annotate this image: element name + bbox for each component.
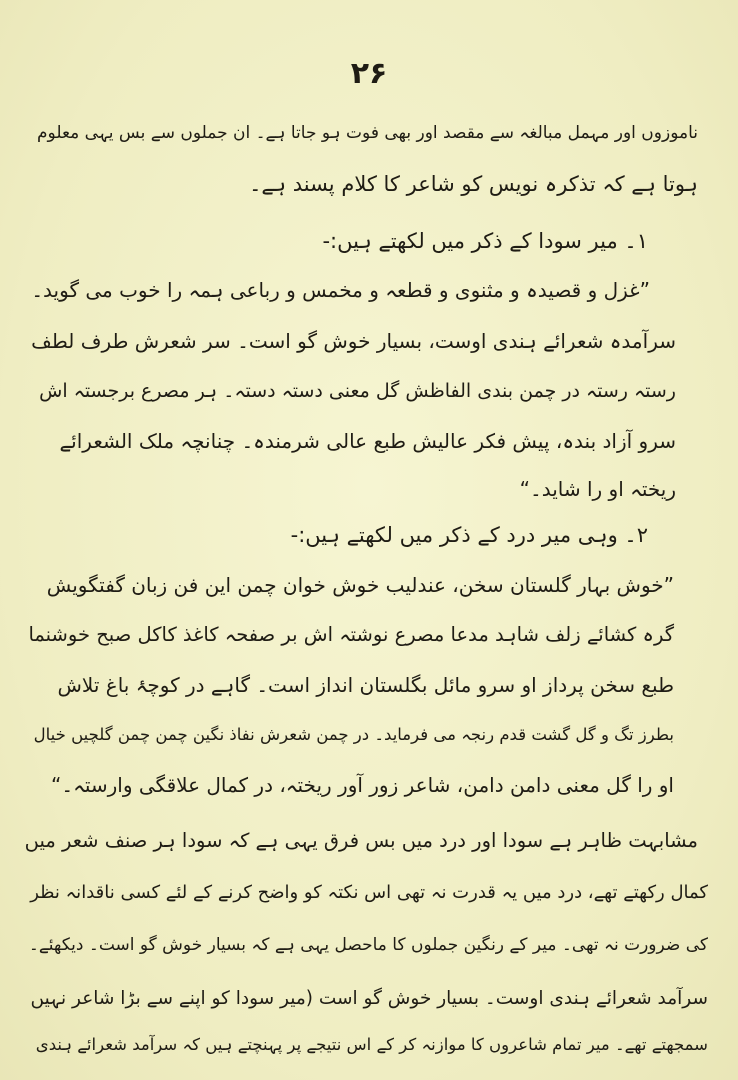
- text-line-16: کمال رکھتے تھے، درد میں یہ قدرت نہ تھی اس نکتہ کو واضح کرنے کے لئے کسی ناقدانہ نظر: [30, 882, 708, 903]
- quote-dard-line-1: ”خوش بہار گلستان سخن، عندلیب خوش خوان چمن این فن زبان گفتگویش: [46, 573, 674, 597]
- quote-dard-line-4: بطرز تگ و گل گشت قدم رنجہ می فرماید۔ در چمن شعرش نفاذ نگین چمن چمن گلچیں خیال: [33, 725, 674, 744]
- quote-sauda-line-4: سرو آزاد بندہ، پیش فکر عالیش طبع عالی شرمندہ۔ چنانچہ ملک الشعرائے: [59, 429, 676, 453]
- quote-dard-line-2: گرہ کشائے زلف شاہد مدعا مصرع نوشتہ اش بر صفحہ کاغذ کاکل صبح خوشنما: [28, 623, 674, 646]
- quote-sauda-line-2: سرآمدہ شعرائے ہندی اوست، بسیار خوش گو است۔ سر شعرش طرف لطف: [31, 329, 676, 353]
- heading-dard: ۲۔ وہی میر درد کے ذکر میں لکھتے ہیں:-: [290, 523, 648, 547]
- quote-sauda-line-1: ”غزل و قصیدہ و مثنوی و قطعہ و مخمس و رباعی ہمہ را خوب می گوید۔: [31, 278, 650, 302]
- quote-sauda-line-3: رستہ رستہ در چمن بندی الفاظش گل معنی دستہ دستہ۔ ہر مصرع برجستہ اش: [39, 380, 676, 402]
- text-line-18: سرآمد شعرائے ہندی اوست۔ بسیار خوش گو است (میر سودا کو اپنے سے بڑا شاعر نہیں: [30, 988, 708, 1009]
- text-line-2: ہوتا ہے کہ تذکرہ نویس کو شاعر کا کلام پسند ہے۔: [249, 172, 698, 196]
- text-line-15: مشابہت ظاہر ہے سودا اور درد میں بس فرق یہی ہے کہ سودا ہر صنف شعر میں: [24, 829, 698, 852]
- text-line-17: کی ضرورت نہ تھی۔ میر کے رنگین جملوں کا ماحصل یہی ہے کہ بسیار خوش گو است۔ دیکھئے۔: [28, 935, 708, 955]
- text-line-1: ناموزوں اور مہمل مبالغہ سے مقصد اور بھی فوت ہو جاتا ہے۔ ان جملوں سے بس یہی معلوم: [37, 123, 698, 143]
- quote-sauda-line-5: ریختہ او را شاید۔“: [519, 477, 676, 501]
- page-number: ۲۶: [350, 56, 388, 91]
- quote-dard-line-3: طبع سخن پرداز او سرو مائل بگلستان انداز است۔ گاہے در کوچۂ باغ تلاش: [57, 673, 674, 697]
- text-line-19: سمجھتے تھے۔ میر تمام شاعروں کا موازنہ کر کے اس نتیجے پر پہنچتے ہیں کہ سرآمد شعرائے ہندی: [35, 1035, 708, 1054]
- heading-sauda: ۱۔ میر سودا کے ذکر میں لکھتے ہیں:-: [322, 229, 648, 253]
- quote-dard-line-5: او را گل معنی دامن دامن، شاعر زور آور ریختہ، در کمال علاقگی وارستہ۔“: [51, 773, 674, 797]
